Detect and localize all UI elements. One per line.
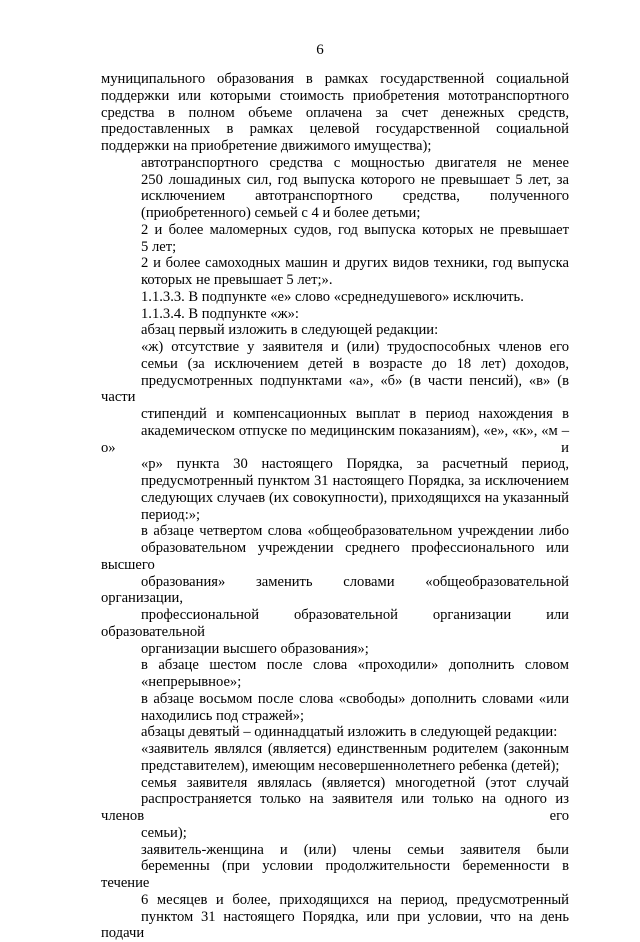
text-line: предусмотренных подпунктами «а», «б» (в части пенсий), «в» (в части <box>101 373 569 407</box>
text-line: 250 лошадиных сил, год выпуска которого не превышает 5 лет, за <box>101 172 569 189</box>
text-line: заявитель-женщина и (или) члены семьи заявителя были <box>101 842 569 859</box>
text-line: образовательном учреждении среднего профессионального или высшего <box>101 540 569 574</box>
text-line: которых не превышает 5 лет;». <box>101 272 569 289</box>
text-line: 1.1.3.4. В подпункте «ж»: <box>101 306 569 323</box>
text-line: представителем), имеющим несовершеннолетнего ребенка (детей); <box>101 758 569 775</box>
text-line: средства в полном объеме оплачена за счет денежных средств, <box>101 105 569 122</box>
text-line: в абзаце шестом после слова «проходили» дополнить словом <box>101 657 569 674</box>
text-line: муниципального образования в рамках государственной социальной <box>101 71 569 88</box>
text-line: «ж) отсутствие у заявителя и (или) трудоспособных членов его <box>101 339 569 356</box>
text-line: находились под стражей»; <box>101 708 569 725</box>
paragraph <box>101 842 569 942</box>
paragraph <box>101 657 569 691</box>
paragraph <box>101 724 569 741</box>
text-line: академическом отпуске по медицинским показаниям), «е», «к», «м – о» и <box>101 423 569 457</box>
paragraph <box>101 255 569 289</box>
text-line: 6 месяцев и более, приходящихся на период, предусмотренный <box>101 892 569 909</box>
paragraph <box>101 741 569 775</box>
text-line: (приобретенного) семьей с 4 и более детьми; <box>101 205 569 222</box>
text-line: «непрерывное»; <box>101 674 569 691</box>
text-line: следующих случаев (их совокупности), приходящихся на указанный <box>101 490 569 507</box>
paragraph <box>101 322 569 339</box>
paragraph <box>101 306 569 323</box>
text-line: поддержки или которыми стоимость приобретения мототранспортного <box>101 88 569 105</box>
paragraph <box>101 775 569 842</box>
text-line: «заявитель являлся (является) единственным родителем (законным <box>101 741 569 758</box>
text-line: организации высшего образования»; <box>101 641 569 658</box>
paragraph <box>101 523 569 657</box>
text-line: исключением автотранспортного средства, полученного <box>101 188 569 205</box>
text-line: период:»; <box>101 507 569 524</box>
text-line: 1.1.3.3. В подпункте «е» слово «среднедушевого» исключить. <box>101 289 569 306</box>
text-line: семья заявителя являлась (является) многодетной (этот случай <box>101 775 569 792</box>
paragraph <box>101 71 569 155</box>
text-line: предусмотренный пунктом 31 настоящего Порядка, за исключением <box>101 473 569 490</box>
text-line: пунктом 31 настоящего Порядка, или при условии, что на день подачи <box>101 909 569 942</box>
page-number: 6 <box>0 42 640 59</box>
text-line: абзац первый изложить в следующей редакции: <box>101 322 569 339</box>
text-line: беременны (при условии продолжительности беременности в течение <box>101 858 569 892</box>
text-line: в абзаце четвертом слова «общеобразовательном учреждении либо <box>101 523 569 540</box>
paragraph <box>101 222 569 256</box>
text-line: предоставленных в рамках целевой государственной социальной <box>101 121 569 138</box>
text-line: семьи (за исключением детей в возрасте до 18 лет) доходов, <box>101 356 569 373</box>
paragraph <box>101 155 569 222</box>
text-line: образования» заменить словами «общеобразовательной организации, <box>101 574 569 608</box>
text-line: 2 и более самоходных машин и других видов техники, год выпуска <box>101 255 569 272</box>
text-line: автотранспортного средства с мощностью двигателя не менее <box>101 155 569 172</box>
paragraph <box>101 289 569 306</box>
paragraph <box>101 691 569 725</box>
text-line: 2 и более маломерных судов, год выпуска которых не превышает <box>101 222 569 239</box>
document-body <box>101 71 569 942</box>
text-line: распространяется только на заявителя или только на одного из членов его <box>101 791 569 825</box>
text-line: семьи); <box>101 825 569 842</box>
text-line: стипендий и компенсационных выплат в период нахождения в <box>101 406 569 423</box>
text-line: 5 лет; <box>101 239 569 256</box>
text-line: «р» пункта 30 настоящего Порядка, за расчетный период, <box>101 456 569 473</box>
text-line: профессиональной образовательной организации или образовательной <box>101 607 569 641</box>
text-line: абзацы девятый – одиннадцатый изложить в следующей редакции: <box>101 724 569 741</box>
paragraph <box>101 339 569 523</box>
text-line: поддержки на приобретение движимого имущества); <box>101 138 569 155</box>
text-line: в абзаце восьмом после слова «свободы» дополнить словами «или <box>101 691 569 708</box>
